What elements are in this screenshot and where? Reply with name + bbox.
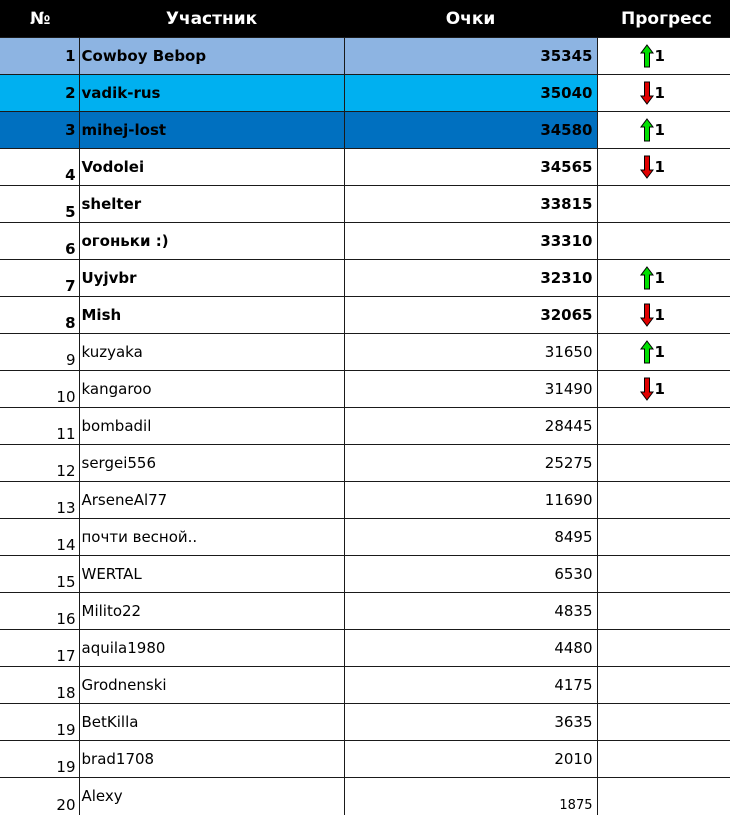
progress-indicator (640, 44, 665, 68)
table-row (0, 408, 730, 445)
arrow-down-icon (640, 377, 654, 401)
participant-name: ArseneAl77 (79, 482, 344, 519)
table-row (0, 75, 730, 112)
table-row (0, 186, 730, 223)
participant-name: Mish (79, 297, 344, 334)
score-cell: 31490 (344, 371, 597, 408)
table-row (0, 593, 730, 630)
score-cell: 4835 (344, 593, 597, 630)
table-row (0, 630, 730, 667)
progress-delta: 1 (654, 306, 665, 324)
progress-indicator (640, 266, 665, 290)
rank-cell: 13 (0, 482, 79, 519)
score-cell: 8495 (344, 519, 597, 556)
table-row (0, 704, 730, 741)
progress-indicator (640, 303, 665, 327)
participant-name: brad1708 (79, 741, 344, 778)
progress-cell (597, 667, 730, 704)
table-body (0, 38, 730, 815)
rank-cell: 7 (0, 260, 79, 297)
participant-name: WERTAL (79, 556, 344, 593)
arrow-up-icon (640, 44, 654, 68)
participant-name: Alexy (79, 778, 344, 815)
progress-delta: 1 (654, 158, 665, 176)
rank-cell: 11 (0, 408, 79, 445)
rank-cell: 19 (0, 704, 79, 741)
rank-cell: 16 (0, 593, 79, 630)
score-cell: 6530 (344, 556, 597, 593)
participant-name: mihej-lost (79, 112, 344, 149)
participant-name: BetKilla (79, 704, 344, 741)
arrow-up-icon (640, 266, 654, 290)
score-cell: 31650 (344, 334, 597, 371)
participant-name: Grodnenski (79, 667, 344, 704)
rank-cell: 4 (0, 149, 79, 186)
table-row (0, 223, 730, 260)
progress-indicator (640, 340, 665, 364)
progress-cell (597, 630, 730, 667)
table-row (0, 741, 730, 778)
progress-indicator (640, 81, 665, 105)
table-row (0, 334, 730, 371)
rank-cell: 12 (0, 445, 79, 482)
arrow-down-icon (640, 303, 654, 327)
table-row (0, 112, 730, 149)
table-row (0, 297, 730, 334)
participant-name: огоньки :) (79, 223, 344, 260)
header-progress: Прогресс (597, 0, 730, 38)
header-score: Очки (344, 0, 597, 38)
score-cell: 32065 (344, 297, 597, 334)
table-row (0, 667, 730, 704)
progress-cell (597, 593, 730, 630)
progress-indicator (640, 377, 665, 401)
progress-cell (597, 445, 730, 482)
participant-name: sergei556 (79, 445, 344, 482)
arrow-up-icon (640, 118, 654, 142)
rank-cell: 19 (0, 741, 79, 778)
progress-cell (597, 556, 730, 593)
progress-cell (597, 38, 730, 75)
progress-cell (597, 75, 730, 112)
arrow-down-icon (640, 81, 654, 105)
score-cell: 1875 (344, 778, 597, 815)
participant-name: почти весной.. (79, 519, 344, 556)
score-cell: 34565 (344, 149, 597, 186)
rank-cell: 17 (0, 630, 79, 667)
participant-name: Cowboy Bebop (79, 38, 344, 75)
participant-name: Vodolei (79, 149, 344, 186)
score-cell: 32310 (344, 260, 597, 297)
rank-cell: 9 (0, 334, 79, 371)
table-row (0, 149, 730, 186)
progress-cell (597, 223, 730, 260)
progress-delta: 1 (654, 47, 665, 65)
progress-delta: 1 (654, 269, 665, 287)
arrow-down-icon (640, 155, 654, 179)
score-cell: 2010 (344, 741, 597, 778)
rank-cell: 10 (0, 371, 79, 408)
progress-indicator (640, 155, 665, 179)
score-cell: 34580 (344, 112, 597, 149)
header-participant: Участник (79, 0, 344, 38)
progress-cell (597, 297, 730, 334)
progress-indicator (640, 118, 665, 142)
table-row (0, 556, 730, 593)
rank-cell: 14 (0, 519, 79, 556)
table-row (0, 445, 730, 482)
score-cell: 35345 (344, 38, 597, 75)
rank-cell: 5 (0, 186, 79, 223)
table-row (0, 519, 730, 556)
rank-cell: 20 (0, 778, 79, 815)
table-row (0, 482, 730, 519)
score-cell: 11690 (344, 482, 597, 519)
rank-cell: 8 (0, 297, 79, 334)
participant-name: Uyjvbr (79, 260, 344, 297)
progress-cell (597, 704, 730, 741)
score-cell: 3635 (344, 704, 597, 741)
progress-cell (597, 519, 730, 556)
participant-name: shelter (79, 186, 344, 223)
progress-cell (597, 260, 730, 297)
rank-cell: 3 (0, 112, 79, 149)
participant-name: bombadil (79, 408, 344, 445)
score-cell: 33310 (344, 223, 597, 260)
progress-cell (597, 482, 730, 519)
table-row (0, 371, 730, 408)
rank-cell: 2 (0, 75, 79, 112)
progress-cell (597, 334, 730, 371)
progress-cell (597, 741, 730, 778)
arrow-up-icon (640, 340, 654, 364)
header-num: № (0, 0, 79, 38)
rank-cell: 1 (0, 38, 79, 75)
progress-delta: 1 (654, 380, 665, 398)
progress-delta: 1 (654, 121, 665, 139)
score-cell: 4480 (344, 630, 597, 667)
table-row (0, 260, 730, 297)
progress-delta: 1 (654, 343, 665, 361)
progress-cell (597, 112, 730, 149)
participant-name: Milito22 (79, 593, 344, 630)
score-cell: 28445 (344, 408, 597, 445)
rank-cell: 6 (0, 223, 79, 260)
progress-delta: 1 (654, 84, 665, 102)
progress-cell (597, 371, 730, 408)
participant-name: vadik-rus (79, 75, 344, 112)
score-cell: 25275 (344, 445, 597, 482)
rank-cell: 15 (0, 556, 79, 593)
participant-name: aquila1980 (79, 630, 344, 667)
header-row (0, 0, 730, 38)
progress-cell (597, 149, 730, 186)
score-cell: 35040 (344, 75, 597, 112)
table-header (0, 0, 730, 38)
score-cell: 4175 (344, 667, 597, 704)
rank-cell: 18 (0, 667, 79, 704)
participant-name: kuzyaka (79, 334, 344, 371)
progress-cell (597, 408, 730, 445)
progress-cell (597, 186, 730, 223)
participant-name: kangaroo (79, 371, 344, 408)
score-cell: 33815 (344, 186, 597, 223)
table-row (0, 38, 730, 75)
